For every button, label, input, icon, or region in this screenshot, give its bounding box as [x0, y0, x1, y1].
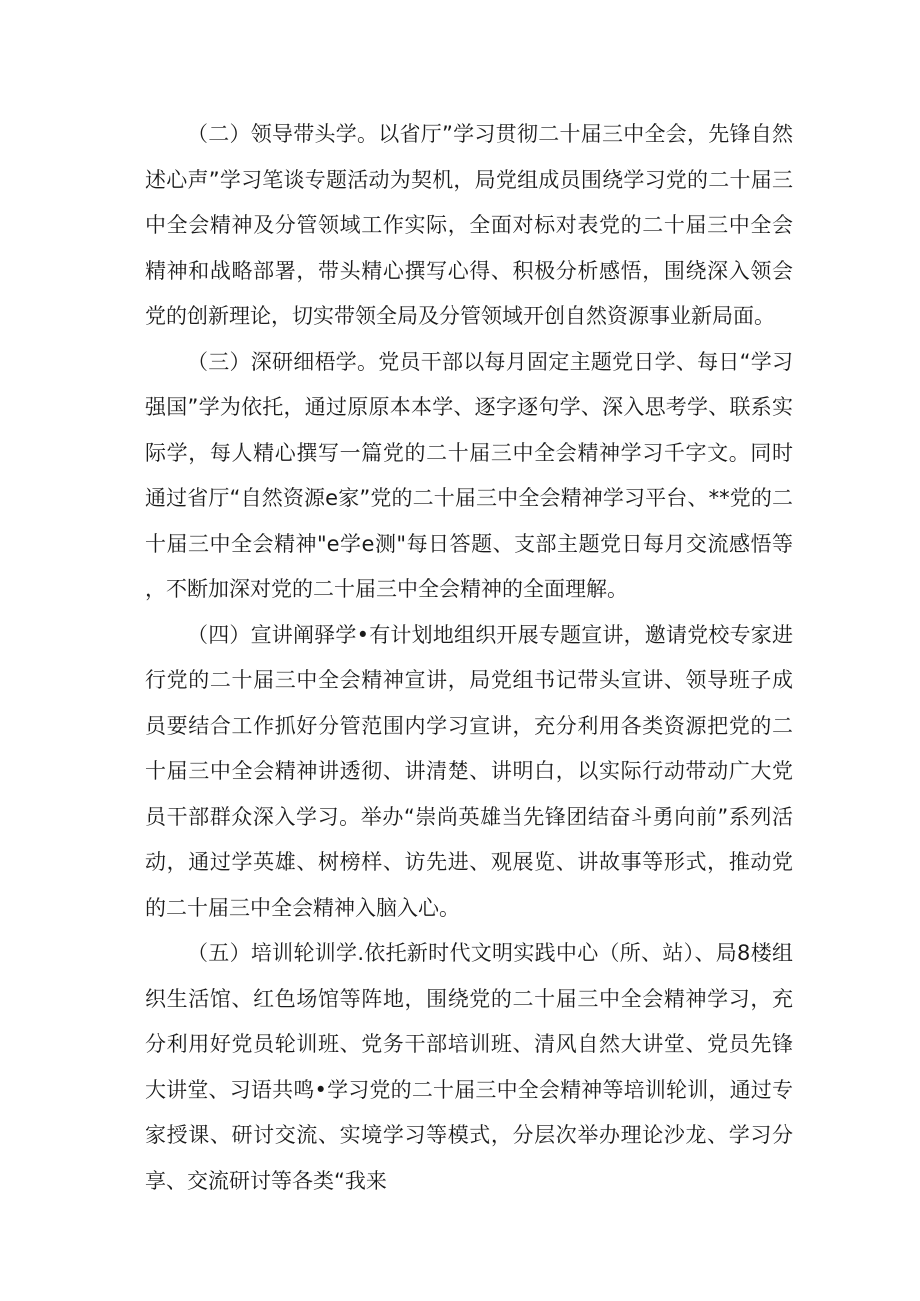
paragraph-in-depth-study: （三）深研细梧学。党员干部以每月固定主题党日学、每日“学习强国”学为依托，通过原原本本学、逐字逐句学、深入思考学、联系实际学，每人精心撰写一篇党的二十届三中全会精神学习千字文。同时通过省厅“自然资源e家”党的二十届三中全会精神学习平台、**党的二十届三中全会精神"e学e测"每日答题、支部主题党日每月交流感悟等，不断加深对党的二十届三中全会精神的全面理解。: [145, 349, 793, 601]
paragraph-leadership-study: （二）领导带头学。以省厅”学习贯彻二十届三中全会，先锋自然述心声”学习笔谈专题活动为契机，局党组成员围绕学习党的二十届三中全会精神及分管领域工作实际，全面对标对表党的二十届三中全会精神和战略部署，带头精心撰写心得、积极分析感悟，围绕深入领会党的创新理论，切实带领全局及分管领域开创自然资源事业新局面。: [145, 122, 793, 328]
paragraph-lecture-study: （四）宣讲阐驿学•有计划地组织开展专题宣讲，邀请党校专家进行党的二十届三中全会精神宣讲，局党组书记带头宣讲、领导班子成员要结合工作抓好分管范围内学习宣讲，充分利用各类资源把党的二十届三中全会精神讲透彻、讲清楚、讲明白，以实际行动带动广大党员干部群众深入学习。举办“崇尚英雄当先锋团结奋斗勇向前”系列活动，通过学英雄、树榜样、访先进、观展览、讲故事等形式，推动党的二十届三中全会精神入脑入心。: [145, 622, 793, 920]
document-body: [145, 112, 793, 1204]
paragraph-training-study: （五）培训轮训学.依托新时代文明实践中心（所、站）、局8楼组织生活馆、红色场馆等阵地，围绕党的二十届三中全会精神学习，充分利用好党员轮训班、党务干部培训班、清风自然大讲堂、党员先锋大讲堂、习语共鸣•学习党的二十届三中全会精神等培训轮训，通过专家授课、研讨交流、实境学习等模式，分层次举办理论沙龙、学习分享、交流研讨等各类“我来: [145, 941, 793, 1193]
